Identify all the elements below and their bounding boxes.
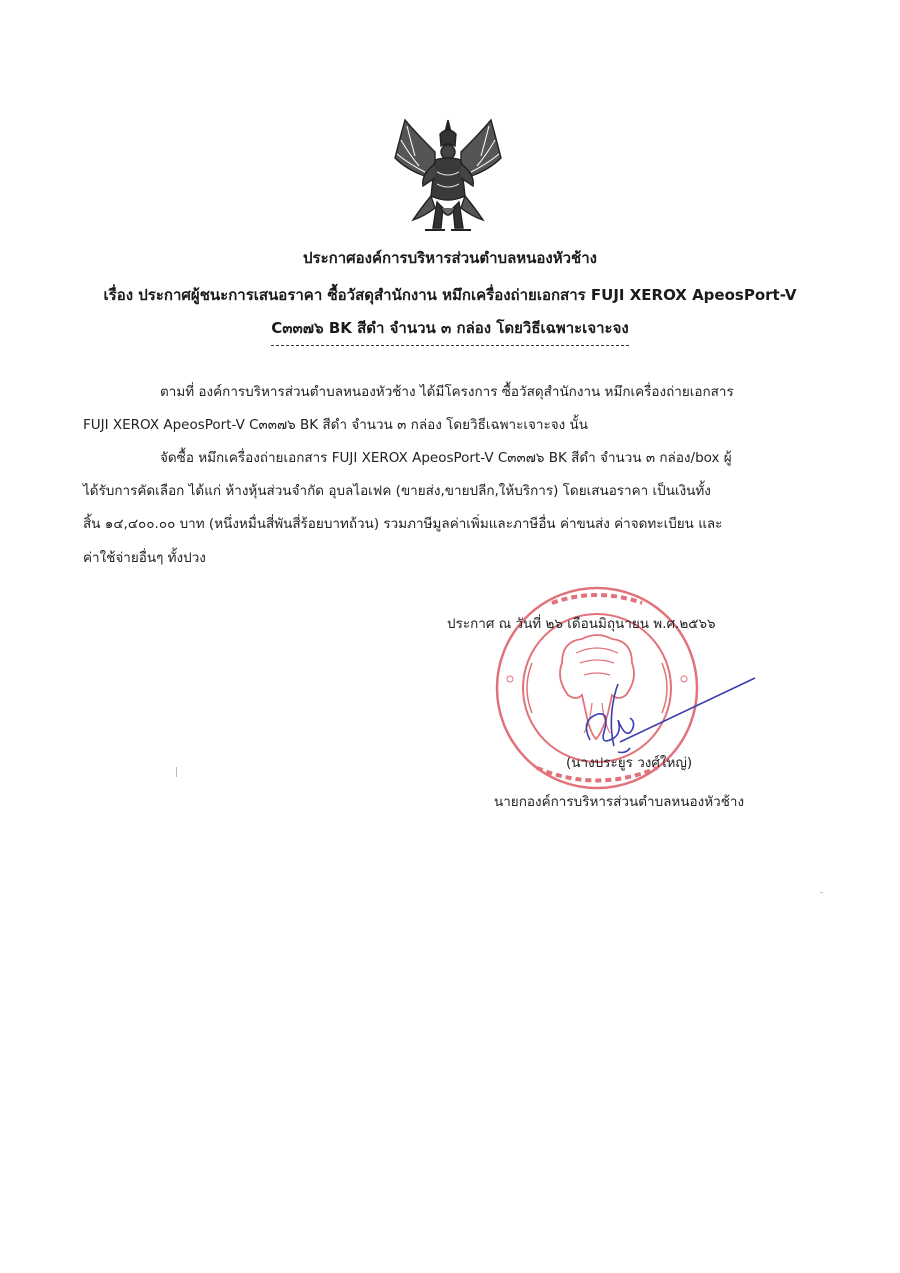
- scan-speck: [820, 892, 823, 893]
- org-title: ประกาศองค์การบริหารส่วนตำบลหนองหัวช้าง: [303, 249, 597, 267]
- scan-speck: [176, 767, 177, 777]
- signature-icon: [570, 670, 760, 760]
- paragraph-1-line-2: FUJI XEROX ApeosPort-V C๓๓๗๖ BK สีดำ จำนวน ๓ กล่อง โดยวิธีเฉพาะเจาะจง นั้น: [83, 417, 588, 433]
- paragraph-2-line-4: ค่าใช้จ่ายอื่นๆ ทั้งปวง: [83, 550, 206, 566]
- garuda-emblem-icon: [385, 112, 511, 240]
- separator-line: [271, 345, 629, 346]
- announcement-date: ประกาศ ณ วันที่ ๒๖ เดือนมิถุนายน พ.ศ.๒๕๖๖: [447, 616, 716, 632]
- paragraph-2-line-3: สิ้น ๑๔,๔๐๐.๐๐ บาท (หนึ่งหมื่นสี่พันสี่ร้อยบาทถ้วน) รวมภาษีมูลค่าเพิ่มและภาษีอื่น ค่าขนส่ง ค่าจดทะเบียน และ: [83, 516, 723, 532]
- paragraph-1-line-1: ตามที่ องค์การบริหารส่วนตำบลหนองหัวช้าง ได้มีโครงการ ซื้อวัสดุสำนักงาน หมึกเครื่องถ่ายเอกสาร: [160, 384, 734, 400]
- paragraph-2-line-2: ได้รับการคัดเลือก ได้แก่ ห้างหุ้นส่วนจำกัด อุบลไอเฟค (ขายส่ง,ขายปลีก,ให้บริการ) โดยเสนอราคา เป็นเงินทั้ง: [83, 483, 711, 499]
- signer-title: นายกองค์การบริหารส่วนตำบลหนองหัวช้าง: [494, 794, 745, 810]
- subject-line-1: เรื่อง ประกาศผู้ชนะการเสนอราคา ซื้อวัสดุสำนักงาน หมึกเครื่องถ่ายเอกสาร FUJI XEROX ApeosPort-V: [103, 286, 797, 304]
- subject-line-2: C๓๓๗๖ BK สีดำ จำนวน ๓ กล่อง โดยวิธีเฉพาะเจาะจง: [271, 319, 629, 337]
- paragraph-2-line-1: จัดซื้อ หมึกเครื่องถ่ายเอกสาร FUJI XEROX ApeosPort-V C๓๓๗๖ BK สีดำ จำนวน ๓ กล่อง/box ผู้: [160, 450, 732, 466]
- signer-name: (นางประยูร วงศ์ใหญ่): [566, 755, 693, 771]
